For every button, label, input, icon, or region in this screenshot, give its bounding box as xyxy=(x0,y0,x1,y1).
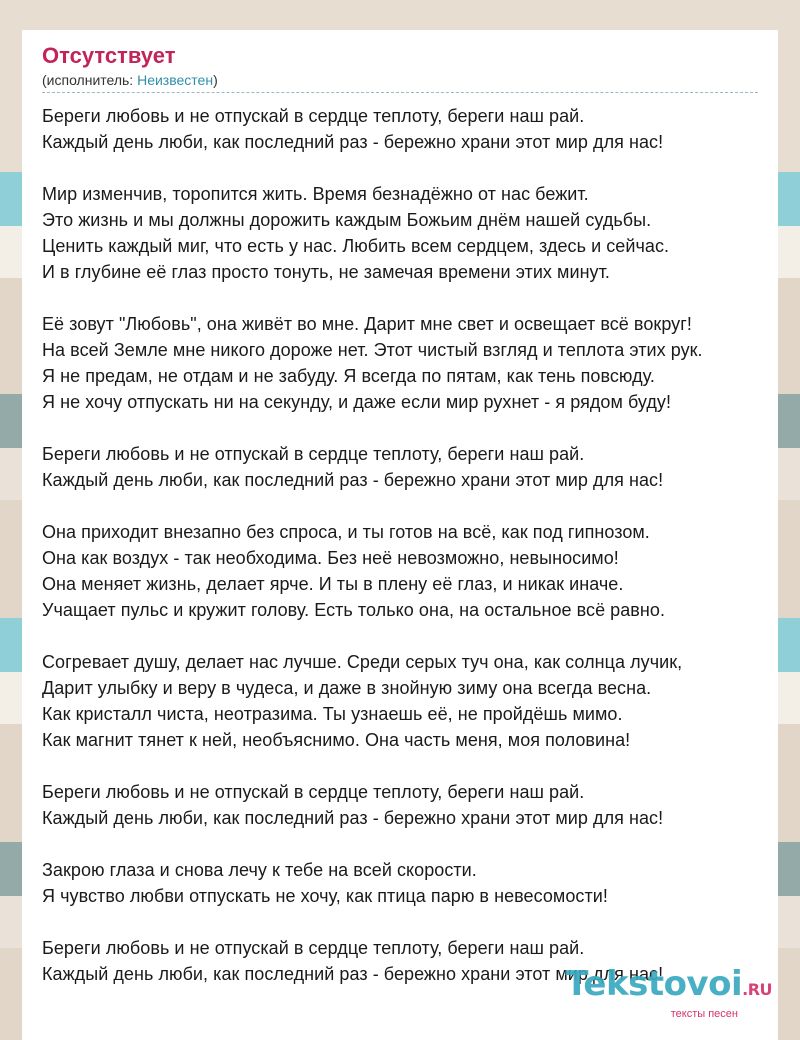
lyric-line: Я не хочу отпускать ни на секунду, и даже если мир рухнет - я рядом буду! xyxy=(42,392,672,412)
song-title: Отсутствует xyxy=(42,43,176,68)
artist-prefix: (исполнитель: xyxy=(42,72,138,88)
lyric-line: Как магнит тянет к ней, необъяснимо. Она часть меня, моя половина! xyxy=(42,730,631,750)
stanza-gap xyxy=(42,493,782,519)
lyric-line: Каждый день люби, как последний раз - бережно храни этот мир для нас! xyxy=(42,964,664,984)
lyric-line: Мир изменчив, торопится жить. Время безнадёжно от нас бежит. xyxy=(42,184,589,204)
lyric-line: Она меняет жизнь, делает ярче. И ты в плену её глаз, и никак иначе. xyxy=(42,574,624,594)
artist-suffix: ) xyxy=(213,72,218,88)
artist-line xyxy=(42,70,758,93)
song-header xyxy=(42,42,758,93)
lyric-line: Это жизнь и мы должны дорожить каждым Божьим днём нашей судьбы. xyxy=(42,210,652,230)
lyric-line: Каждый день люби, как последний раз - бережно храни этот мир для нас! xyxy=(42,808,664,828)
stanza-gap xyxy=(42,909,782,935)
lyric-line: Каждый день люби, как последний раз - бережно храни этот мир для нас! xyxy=(42,470,664,490)
lyric-line: Я чувство любви отпускать не хочу, как птица парю в невесомости! xyxy=(42,886,608,906)
watermark-brand: Tekstovoi xyxy=(565,964,743,1004)
site-watermark xyxy=(565,966,772,1020)
lyric-line: Дарит улыбку и веру в чудеса, и даже в знойную зиму она всегда весна. xyxy=(42,678,652,698)
lyric-line: Береги любовь и не отпускай в сердце теплоту, береги наш рай. xyxy=(42,106,585,126)
lyric-line: Как кристалл чиста, неотразима. Ты узнаешь её, не пройдёшь мимо. xyxy=(42,704,623,724)
lyric-line: Береги любовь и не отпускай в сердце теплоту, береги наш рай. xyxy=(42,938,585,958)
lyric-line: Я не предам, не отдам и не забуду. Я всегда по пятам, как тень повсюду. xyxy=(42,366,655,386)
lyrics-sheet xyxy=(22,30,778,1040)
lyric-line: И в глубине её глаз просто тонуть, не замечая времени этих минут. xyxy=(42,262,610,282)
stanza-gap xyxy=(42,155,782,181)
lyric-line: Она как воздух - так необходима. Без неё невозможно, невыносимо! xyxy=(42,548,619,568)
stanza-gap xyxy=(42,285,782,311)
lyrics-body xyxy=(42,103,782,987)
lyric-line: Береги любовь и не отпускай в сердце теплоту, береги наш рай. xyxy=(42,444,585,464)
watermark-tld: .RU xyxy=(742,980,772,999)
lyric-line: Её зовут "Любовь", она живёт во мне. Дарит мне свет и освещает всё вокруг! xyxy=(42,314,692,334)
lyric-line: Береги любовь и не отпускай в сердце теплоту, береги наш рай. xyxy=(42,782,585,802)
watermark-logo xyxy=(565,966,772,1008)
watermark-subtitle: тексты песен xyxy=(670,1008,738,1020)
artist-link[interactable]: Неизвестен xyxy=(137,72,214,88)
stanza-gap xyxy=(42,623,782,649)
lyric-line: Каждый день люби, как последний раз - бережно храни этот мир для нас! xyxy=(42,132,664,152)
lyric-line: Ценить каждый миг, что есть у нас. Любить всем сердцем, здесь и сейчас. xyxy=(42,236,670,256)
stanza-gap xyxy=(42,753,782,779)
stanza-gap xyxy=(42,831,782,857)
lyric-line: Учащает пульс и кружит голову. Есть только она, на остальное всё равно. xyxy=(42,600,666,620)
lyric-line: Закрою глаза и снова лечу к тебе на всей скорости. xyxy=(42,860,477,880)
lyric-line: На всей Земле мне никого дороже нет. Этот чистый взгляд и теплота этих рук. xyxy=(42,340,703,360)
stanza-gap xyxy=(42,415,782,441)
lyric-line: Согревает душу, делает нас лучше. Среди серых туч она, как солнца лучик, xyxy=(42,652,683,672)
lyric-line: Она приходит внезапно без спроса, и ты готов на всё, как под гипнозом. xyxy=(42,522,650,542)
